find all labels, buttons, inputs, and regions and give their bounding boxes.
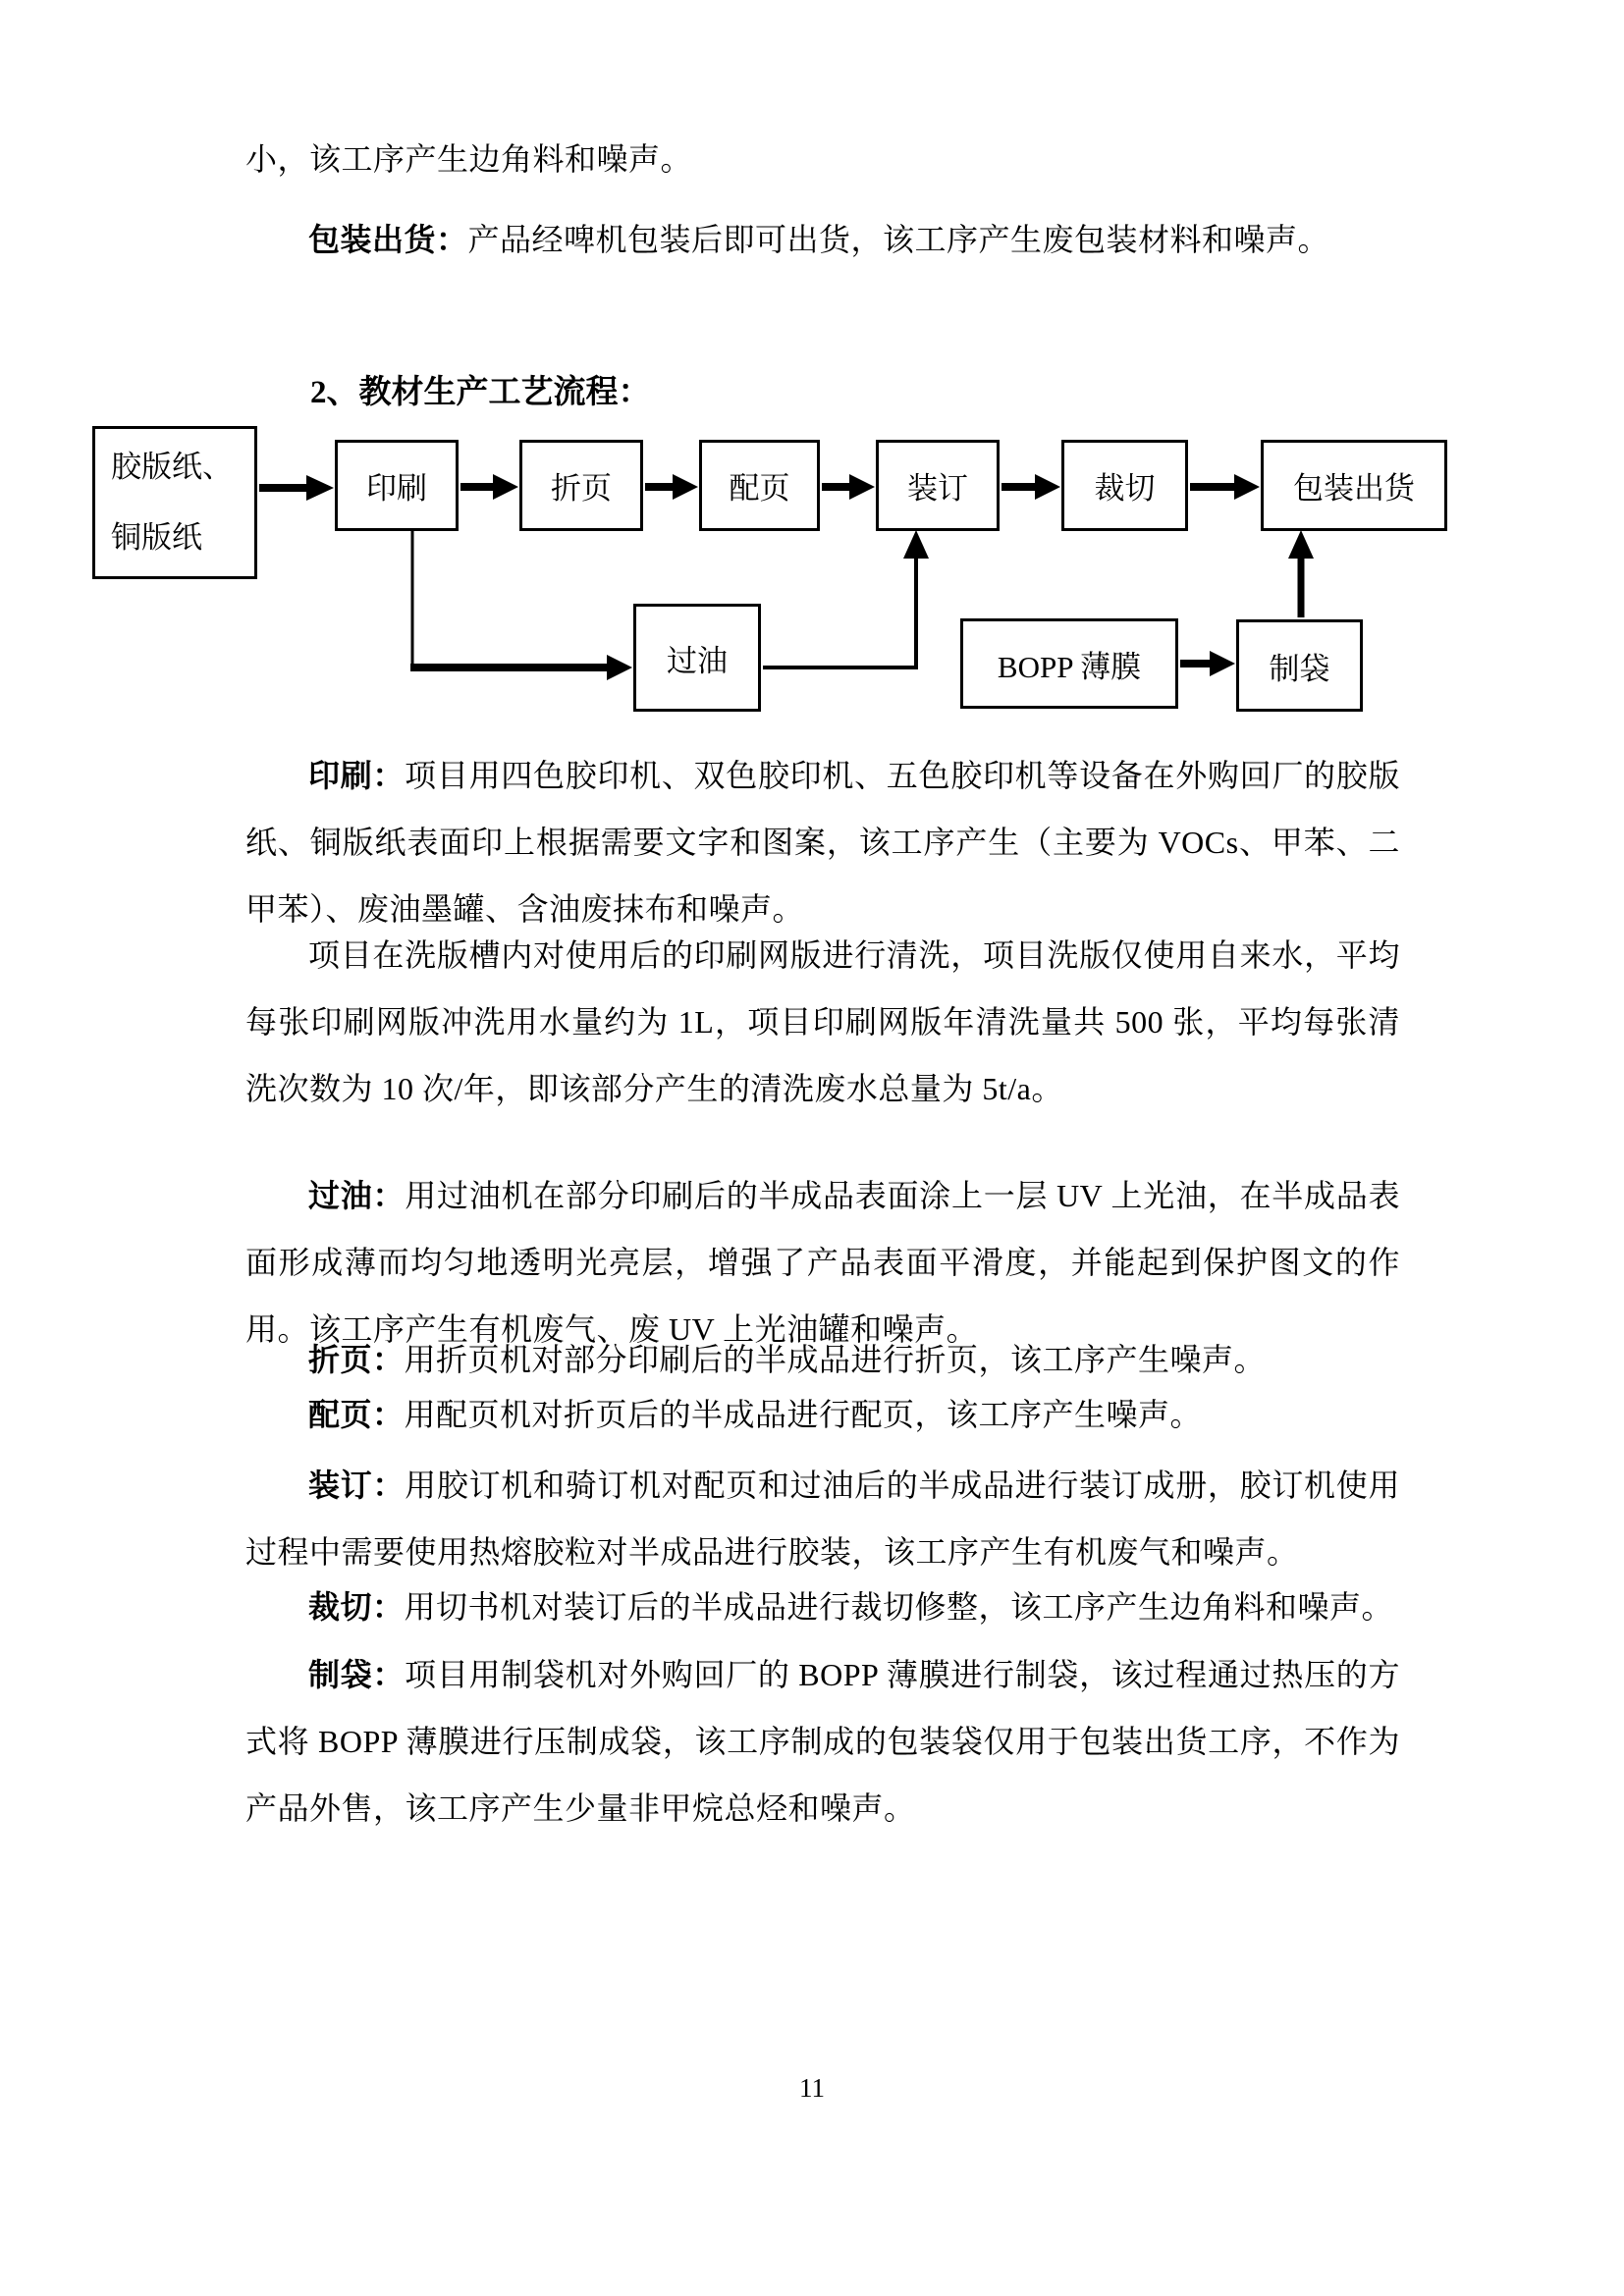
paragraph-lead: 制袋： (308, 1657, 406, 1692)
paragraph-lead: 裁切： (308, 1589, 405, 1625)
flow-node-label: 过油 (667, 643, 728, 678)
paragraph-continuation (245, 126, 1400, 192)
paragraph-text: 项目在洗版槽内对使用后的印刷网版进行清洗，项目洗版仅使用自来水，平均每张印刷网版冲洗用水量约为 1L，项目印刷网版年清洗量共 500 张，平均每张清洗次数为 10 次/年，即该部分产生的清洗废水总量为 5t/a。 (245, 937, 1400, 1106)
flow-node-label: 铜版纸 (111, 520, 202, 555)
paragraph-text: 用过油机在部分印刷后的半成品表面涂上一层 UV 上光油，在半成品表面形成薄而均匀地透明光亮层，增强了产品表面平滑度，并能起到保护图文的作用。该工序产生有机废气、废 UV 上光油罐和噪声。 (245, 1178, 1400, 1347)
flow-node-cut (1061, 440, 1188, 531)
process-flowchart (0, 412, 1624, 736)
arrow-oil-to-bind (763, 530, 929, 667)
paragraph-packaging (245, 206, 1400, 273)
paragraph-text: 用配页机对折页后的半成品进行配页，该工序产生噪声。 (404, 1397, 1203, 1432)
flow-node-collate (699, 440, 820, 531)
flow-node-label: BOPP 薄膜 (997, 649, 1142, 684)
flow-node-label: 装订 (907, 471, 968, 506)
page-number: 11 (799, 2073, 825, 2103)
arrow-collate-to-bind (822, 474, 875, 500)
flow-node-label: 配页 (729, 471, 790, 506)
paragraph-text: 项目用制袋机对外购回厂的 BOPP 薄膜进行制袋，该过程通过热压的方式将 BOPP 薄膜进行压制成袋，该工序制成的包装袋仅用于包装出货工序，不作为产品外售，该工序产生少量非甲烷总烃和噪声。 (245, 1657, 1400, 1826)
paragraph-text: 用胶订机和骑订机对配页和过油后的半成品进行装订成册，胶订机使用过程中需要使用热熔胶粒对半成品进行胶装，该工序产生有机废气和噪声。 (245, 1468, 1400, 1570)
flow-node-fold (519, 440, 643, 531)
flow-node-bopp-film (960, 618, 1178, 709)
paragraph-collate (245, 1381, 1400, 1448)
paragraph-plate-washing (245, 922, 1400, 1122)
paragraph-lead: 包装出货： (308, 222, 468, 257)
paragraph-text: 用切书机对装订后的半成品进行裁切修整，该工序产生边角料和噪声。 (404, 1589, 1394, 1625)
flow-node-label: 折页 (551, 471, 612, 506)
paragraph-text: 用折页机对部分印刷后的半成品进行折页，该工序产生噪声。 (404, 1342, 1267, 1377)
paragraph-cut (245, 1574, 1400, 1640)
paragraph-print (245, 742, 1400, 942)
paragraph-text: 小，该工序产生边角料和噪声。 (245, 141, 693, 177)
arrow-bag-to-pack (1288, 530, 1314, 617)
flow-node-label: 制袋 (1269, 651, 1330, 686)
flow-node-label: 包装出货 (1293, 471, 1415, 506)
arrow-cut-to-pack (1190, 474, 1260, 500)
flow-node-label: 胶版纸、 (111, 450, 233, 484)
flow-node-pack (1261, 440, 1447, 531)
arrow-fold-to-collate (645, 474, 698, 500)
paragraph-lead: 过油： (308, 1178, 406, 1213)
paragraph-text: 产品经啤机包装后即可出货，该工序产生废包装材料和噪声。 (467, 222, 1330, 257)
arrow-print-to-oil (410, 531, 632, 680)
arrow-bind-to-cut (1001, 474, 1060, 500)
section-heading: 2、教材生产工艺流程： (310, 375, 651, 410)
paragraph-lead: 折页： (308, 1342, 405, 1377)
paragraph-lead: 装订： (308, 1468, 406, 1503)
arrow-print-to-fold (460, 474, 518, 500)
paragraph-lead: 配页： (308, 1397, 405, 1432)
paragraph-bind (245, 1452, 1400, 1585)
flow-node-bag (1236, 619, 1363, 712)
flow-node-label: 印刷 (366, 471, 427, 506)
flow-node-bind (876, 440, 1000, 531)
flow-node-label: 裁切 (1094, 471, 1156, 506)
paragraph-lead: 印刷： (308, 758, 406, 793)
arrow-bopp-to-bag (1180, 651, 1235, 676)
flow-node-print (335, 440, 459, 531)
flow-node-raw-paper (92, 426, 257, 579)
paragraph-bag-making (245, 1641, 1400, 1842)
arrow-raw-to-print (259, 475, 334, 501)
flow-node-oil (633, 604, 761, 712)
paragraph-text: 项目用四色胶印机、双色胶印机、五色胶印机等设备在外购回厂的胶版纸、铜版纸表面印上根据需要文字和图案，该工序产生（主要为 VOCs、甲苯、二甲苯）、废油墨罐、含油废抹布和噪声。 (245, 758, 1400, 927)
